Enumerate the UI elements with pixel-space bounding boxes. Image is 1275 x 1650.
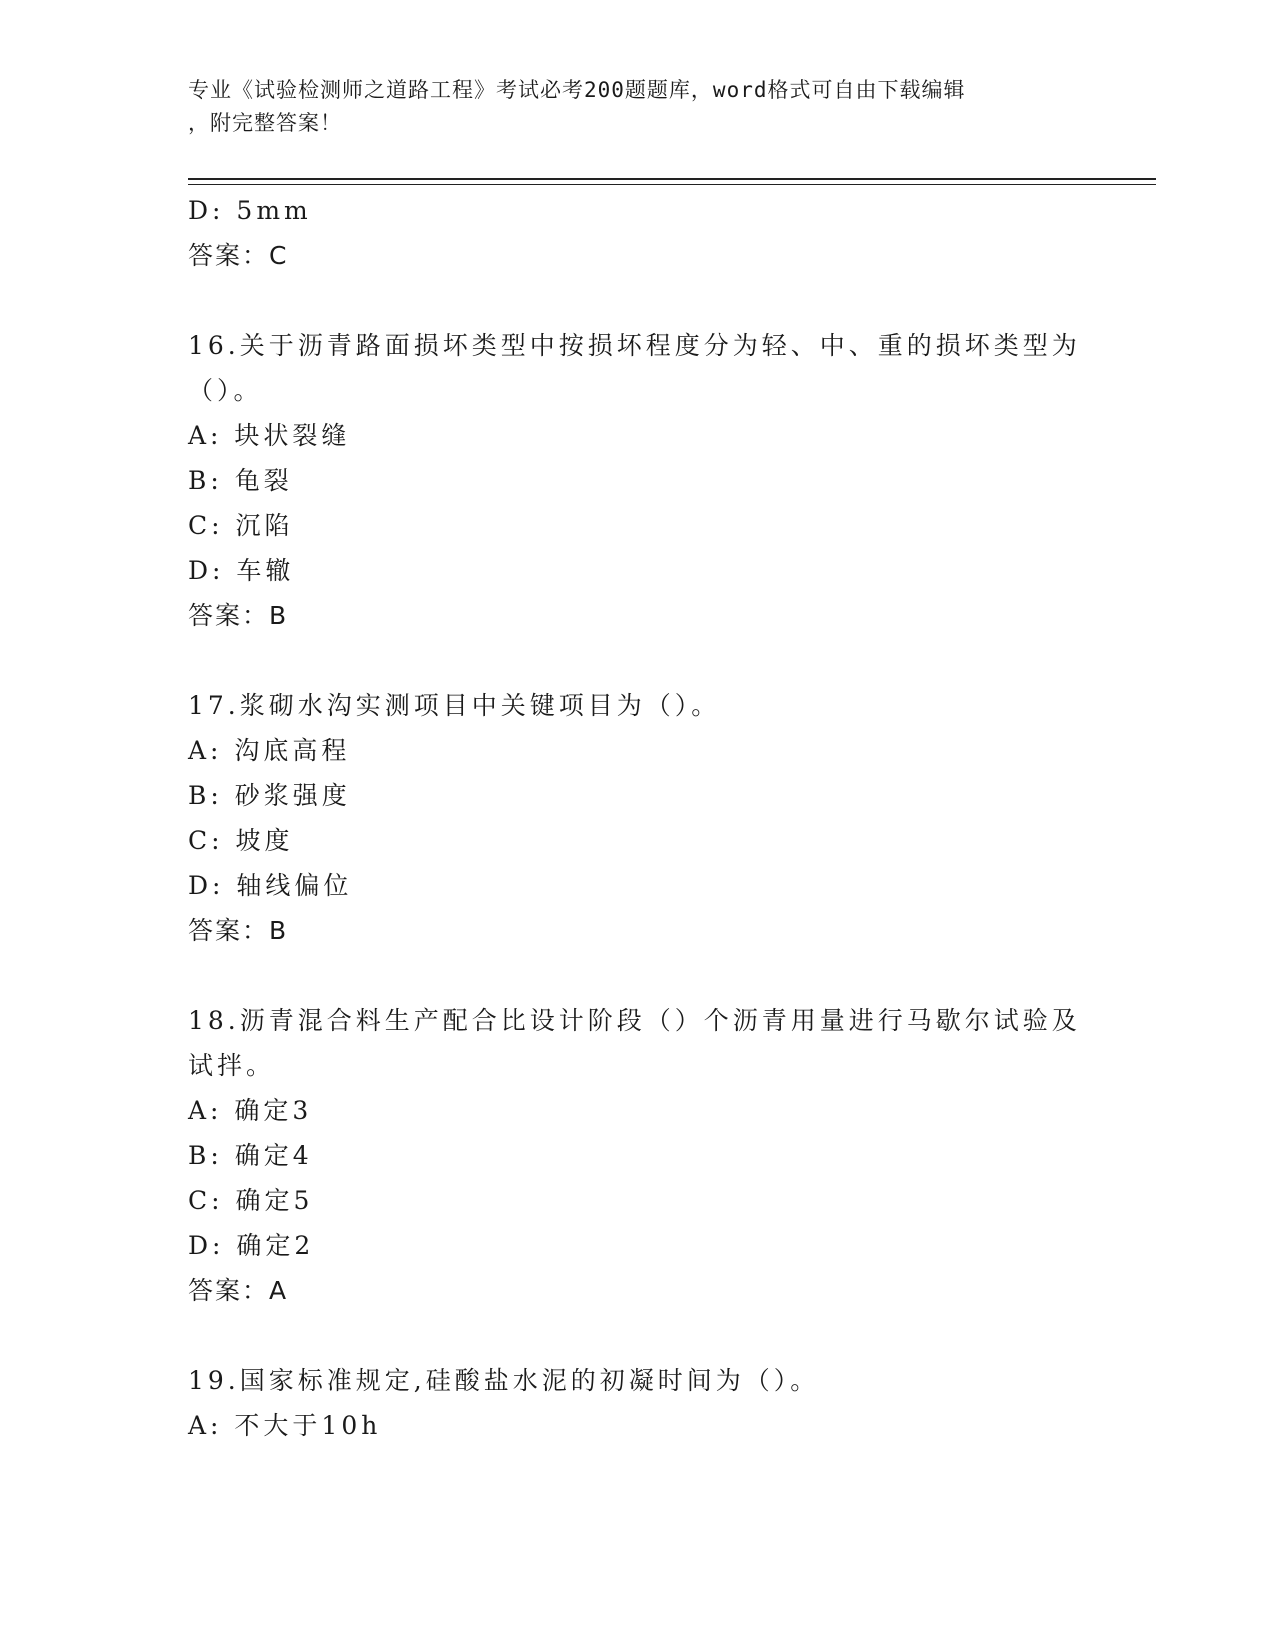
q16-option-d: D: 车辙 [188,556,295,585]
q16-option-b: B: 龟裂 [188,466,293,495]
prev-answer: 答案：C [188,241,289,270]
q18-stem-line2: 试拌。 [188,1051,276,1080]
q18-option-d: D: 确定2 [188,1231,315,1260]
q19-option-a: A: 不大于10h [188,1411,382,1440]
prev-option-d: D: 5mm [188,196,312,225]
q17-option-b: B: 砂浆强度 [188,781,351,810]
document-header [188,74,1088,140]
header-divider-thick [188,178,1156,180]
header-title-line2: ，附完整答案！ [188,111,342,135]
q18-option-c: C: 确定5 [188,1186,314,1215]
q18-answer: 答案：A [188,1276,289,1305]
q18-option-a: A: 确定3 [188,1096,313,1125]
q18-option-b: B: 确定4 [188,1141,313,1170]
q17-option-d: D: 轴线偏位 [188,871,353,900]
q16-stem-line2: （）。 [188,376,263,405]
q17-stem-line1: 17.浆砌水沟实测项目中关键项目为（）。 [188,691,721,720]
header-title-line1: 专业《试验检测师之道路工程》考试必考200题题库，word格式可自由下载编辑 [188,78,966,102]
q16-option-c: C: 沉陷 [188,511,294,540]
header-divider-thin [188,184,1156,185]
q17-answer: 答案：B [188,916,289,945]
q18-stem-line1: 18.沥青混合料生产配合比设计阶段（）个沥青用量进行马歇尔试验及 [188,1006,1081,1035]
q16-answer: 答案：B [188,601,289,630]
q19-stem-line1: 19.国家标准规定,硅酸盐水泥的初凝时间为（）。 [188,1366,820,1395]
q17-option-c: C: 坡度 [188,826,294,855]
q16-option-a: A: 块状裂缝 [188,421,351,450]
q17-option-a: A: 沟底高程 [188,736,351,765]
q16-stem-line1: 16.关于沥青路面损坏类型中按损坏程度分为轻、中、重的损坏类型为 [188,331,1081,360]
